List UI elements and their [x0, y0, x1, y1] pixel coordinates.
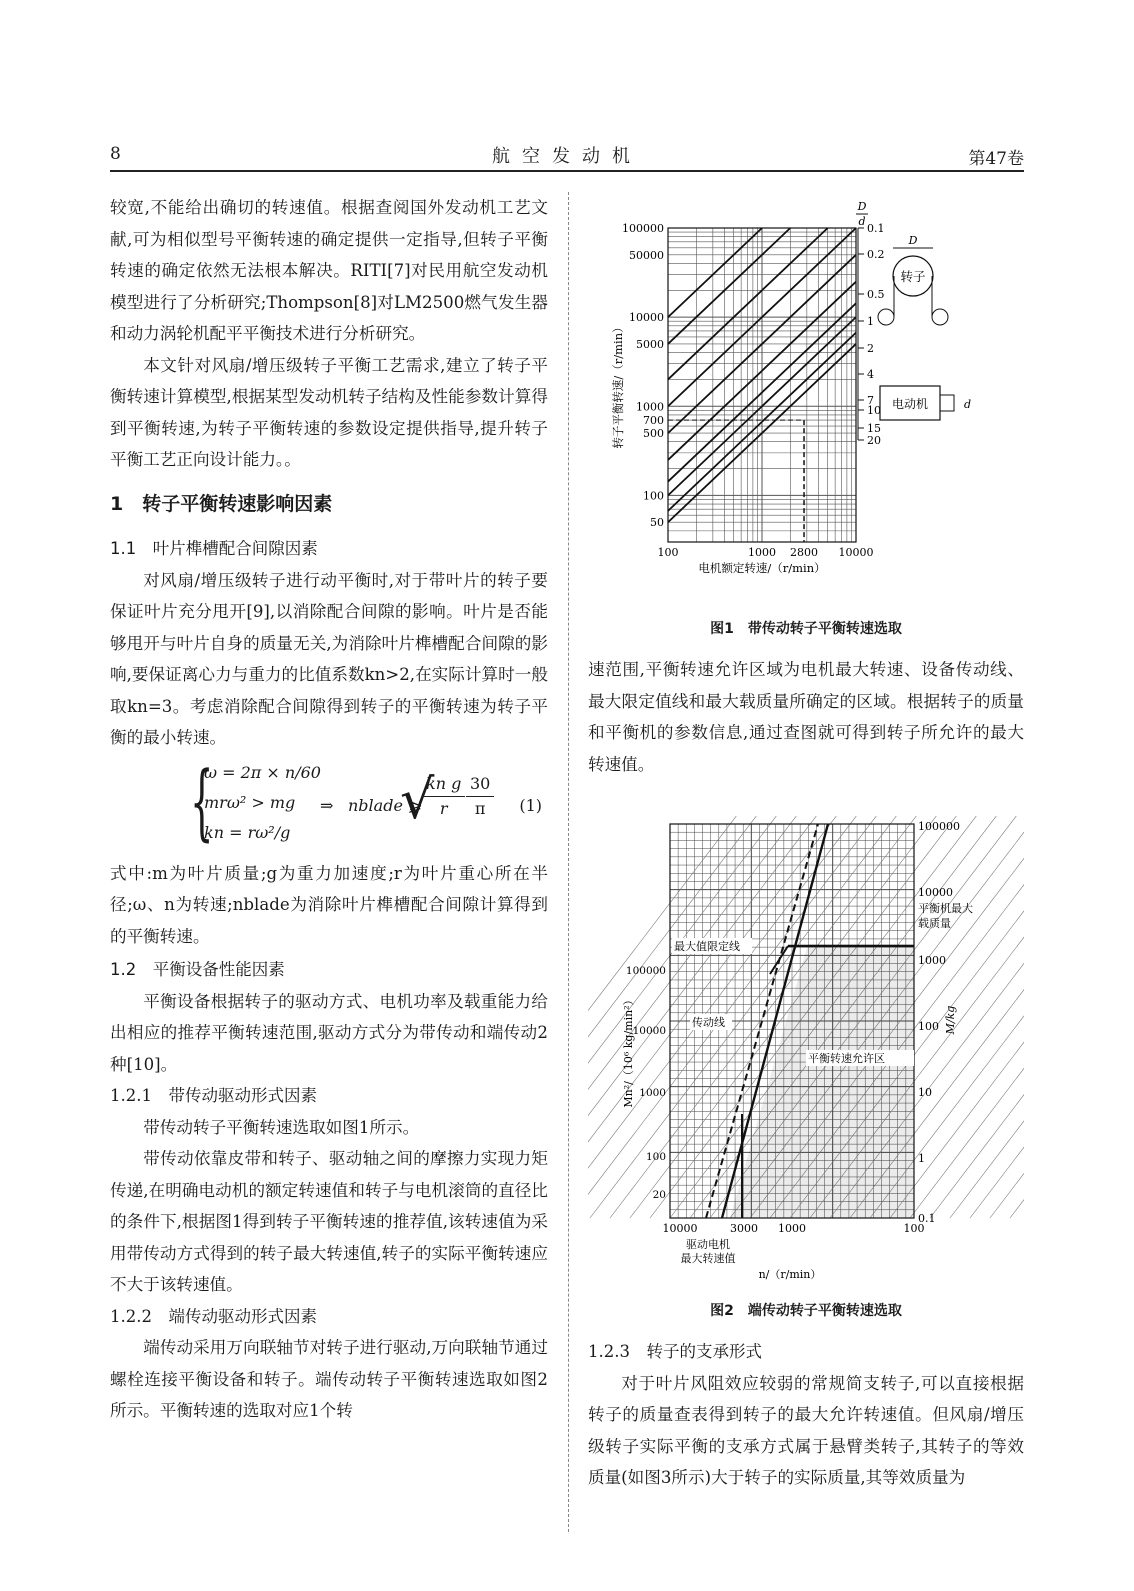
y-right-tick-label: 10000 — [918, 886, 953, 899]
column-divider — [568, 192, 569, 1532]
fraction — [466, 772, 494, 821]
x-tick-label: 10000 — [662, 1222, 698, 1235]
paragraph: 较宽,不能给出确切的转速值。根据查阅国外发动机工艺文献,可为相似型号平衡转速的确定提供一定指导,但转子平衡转速的确定依然无法根本解决。RITI[7]对民用航空发动机模型进行了分析研究;Thompson[8]对LM2500燃气发生器和动力涡轮机配平平衡技术进行分析研究。 — [110, 198, 548, 343]
paragraph: 对风扇/增压级转子进行动平衡时,对于带叶片的转子要保证叶片充分甩开[9],以消除配合间隙的影响。叶片是否能够甩开与叶片自身的质量无关,为消除叶片榫槽配合间隙的影响,要保证离心力与重力的比值系数kn>2,在实际计算时一般取kn=3。考虑消除配合间隙得到转子的平衡转速为转子平衡的最小转速。 — [110, 570, 548, 747]
equation-number: (1) — [519, 795, 542, 815]
annotation-label: 载质量 — [918, 917, 951, 930]
figure-2 — [588, 816, 1024, 1286]
ratio-tick-label: 10 — [867, 404, 881, 417]
figure-2-caption: 图2 端传动转子平衡转速选取 — [710, 1303, 902, 1319]
ratio-axis-label: D — [857, 200, 867, 213]
y-tick-label: 50000 — [629, 248, 664, 262]
x-tick-label: 2800 — [790, 546, 819, 559]
x-axis-label: n/（r/min） — [758, 1268, 822, 1281]
y-tick-label: 50 — [650, 516, 664, 530]
y-tick-label: 10000 — [629, 311, 664, 325]
motor-label: 电动机 — [891, 397, 929, 411]
y-tick-label: 100000 — [622, 222, 664, 235]
drum-icon — [940, 395, 954, 411]
x-tick-label: 10000 — [838, 546, 874, 559]
y-tick-label: 100000 — [625, 965, 666, 977]
paragraph: 端传动采用万向联轴节对转子进行驱动,万向联轴节通过螺栓连接平衡设备和转子。端传动转子平衡转速选取如图2所示。平衡转速的选取对应1个转 — [110, 1338, 548, 1420]
y-axis-label: 转子平衡转速/（r/min） — [611, 321, 625, 449]
paragraph: 带传动转子平衡转速选取如图1所示。 — [143, 1117, 420, 1137]
y-right-tick-label: 1000 — [918, 954, 946, 967]
ratio-tick-label: 4 — [867, 368, 874, 381]
denominator: r — [439, 798, 448, 818]
equation-line: mrω² > mg — [204, 792, 296, 812]
x-axis-label: 电机额定转速/（r/min） — [698, 561, 826, 575]
y-tick-label: 500 — [643, 427, 664, 441]
figure-1-caption: 图1 带传动转子平衡转速选取 — [710, 621, 902, 637]
denominator: π — [474, 798, 486, 818]
subsection-heading: 1.1 叶片榫槽配合间隙因素 — [110, 539, 318, 558]
journal-title: 航空发动机 — [492, 146, 642, 167]
ratio-tick-label: 0.2 — [867, 248, 885, 261]
x-tick-label: 3000 — [730, 1222, 758, 1235]
section-heading: 1 转子平衡转速影响因素 — [110, 492, 333, 515]
volume-label: 第47卷 — [968, 149, 1024, 169]
annotation-label: 最大转速值 — [680, 1252, 736, 1265]
running-header — [110, 140, 1024, 172]
x-tick-label: 1000 — [748, 546, 776, 559]
paragraph: 本文针对风扇/增压级转子平衡工艺需求,建立了转子平衡转速计算模型,根据某型发动机转子结构及性能参数计算得到平衡转速,为转子平衡转速的参数设定提供指导,提升转子平衡工艺正向设计能力。。 — [110, 355, 548, 469]
y-tick-label: 100 — [645, 1151, 666, 1163]
y-tick-label: 1000 — [639, 1087, 666, 1099]
mass-line — [990, 816, 1024, 1218]
paragraph: 带传动依靠皮带和转子、驱动轴之间的摩擦力实现力矩传递,在明确电动机的额定转速值和转子与电机滚筒的直径比的条件下,根据图1得到转子平衡转速的推荐值,该转速值为采用带传动方式得到的转子最大转速值,转子的实际平衡转速应不大于该转速值。 — [110, 1149, 548, 1294]
y-tick-label: 20 — [652, 1189, 666, 1201]
y-right-tick-label: 10 — [918, 1086, 932, 1099]
numerator: 30 — [466, 772, 494, 797]
allowed-region — [730, 944, 914, 1218]
figure-1-chart — [588, 192, 1024, 604]
subsubsection-heading: 1.2.2 端传动驱动形式因素 — [110, 1306, 317, 1326]
y-right-tick-label: 0.1 — [918, 1212, 936, 1225]
dimension-label: D — [908, 234, 918, 247]
equation-1 — [110, 754, 548, 854]
left-column — [110, 192, 548, 1427]
y-tick-label: 1000 — [636, 400, 664, 414]
drum-label: d — [964, 398, 972, 411]
y-right-tick-label: 100000 — [918, 820, 960, 833]
subsubsection-heading: 1.2.3 转子的支承形式 — [588, 1342, 762, 1361]
annotation-label: 驱动电机 — [686, 1238, 730, 1251]
figure-2-chart — [588, 816, 1024, 1286]
page-number: 8 — [110, 144, 121, 164]
equation-rhs: nblade ⩾ — [348, 795, 422, 815]
x-tick-label: 1000 — [778, 1222, 806, 1235]
subsection-heading: 1.2 平衡设备性能因素 — [110, 960, 285, 979]
ratio-tick-label: 0.1 — [867, 222, 885, 235]
annotation-label: 平衡转速允许区 — [808, 1052, 885, 1065]
y-right-tick-label: 100 — [918, 1020, 939, 1033]
implies-arrow: ⇒ — [320, 795, 334, 815]
y-right-axis-label: M/kg — [944, 1005, 957, 1035]
y-tick-label: 10000 — [632, 1025, 666, 1037]
mass-line — [910, 816, 1024, 1218]
annotation-label: 最大值限定线 — [674, 940, 740, 953]
equation-line: kn = rω²/g — [204, 822, 291, 842]
annotation-label: 平衡机最大 — [918, 902, 973, 915]
y-right-tick-label: 1 — [918, 1152, 925, 1165]
roller-icon — [878, 309, 894, 325]
ratio-tick-label: 2 — [867, 342, 874, 355]
ratio-tick-label: 20 — [867, 434, 881, 447]
paragraph: 对于叶片风阻效应较弱的常规简支转子,可以直接根据转子的质量查表得到转子的最大允许转速值。但风扇/增压级转子实际平衡的支承方式属于悬臂类转子,其转子的等效质量(如图3所示)大于转子的实际质量,其等效质量为 — [588, 1373, 1024, 1487]
subsubsection-heading: 1.2.1 带传动驱动形式因素 — [110, 1086, 317, 1105]
numerator: kn g — [422, 772, 465, 797]
ratio-tick-label: 1 — [867, 315, 874, 328]
right-column — [588, 192, 1024, 1494]
rotor-label: 转子 — [900, 269, 926, 284]
roller-icon — [932, 309, 948, 325]
annotation-label: 传动线 — [692, 1016, 725, 1029]
ratio-tick-label: 0.5 — [867, 288, 885, 301]
mass-line — [1010, 816, 1024, 1218]
ratio-line — [668, 228, 790, 344]
figure-1 — [588, 192, 1024, 604]
ratio-tick-label: 7 — [867, 394, 874, 407]
y-tick-label: 5000 — [636, 337, 664, 351]
x-tick-label: 100 — [657, 546, 679, 559]
x-tick-label: 100 — [903, 1222, 925, 1235]
ratio-tick-label: 15 — [867, 422, 881, 435]
paragraph: 式中:m为叶片质量;g为重力加速度;r为叶片重心所在半径;ω、n为转速;nblade为消除叶片榫槽配合间隙计算得到的平衡转速。 — [110, 863, 548, 946]
paragraph: 平衡设备根据转子的驱动方式、电机功率及载重能力给出相应的推荐平衡转速范围,驱动方式分为带传动和端传动2种[10]。 — [110, 991, 548, 1074]
mass-line — [950, 816, 1024, 1218]
y-tick-label: 700 — [643, 414, 664, 428]
sqrt-sign: √ — [400, 767, 435, 831]
y-axis-label: Mn²/（10⁶ kg/min²） — [622, 994, 635, 1108]
fraction — [422, 772, 465, 821]
equation-line: ω = 2π × n/60 — [204, 762, 321, 782]
equation-system — [204, 758, 321, 848]
y-tick-label: 100 — [643, 489, 664, 503]
equation-brace: { — [190, 754, 214, 850]
ratio-axis-label: d — [858, 215, 866, 228]
paragraph: 速范围,平衡转速允许区域为电机最大转速、设备传动线、最大限定值线和最大载质量所确定的区域。根据转子的质量和平衡机的参数信息,通过查图就可得到转子所允许的最大转速值。 — [588, 660, 1024, 774]
mass-line — [970, 816, 1024, 1218]
